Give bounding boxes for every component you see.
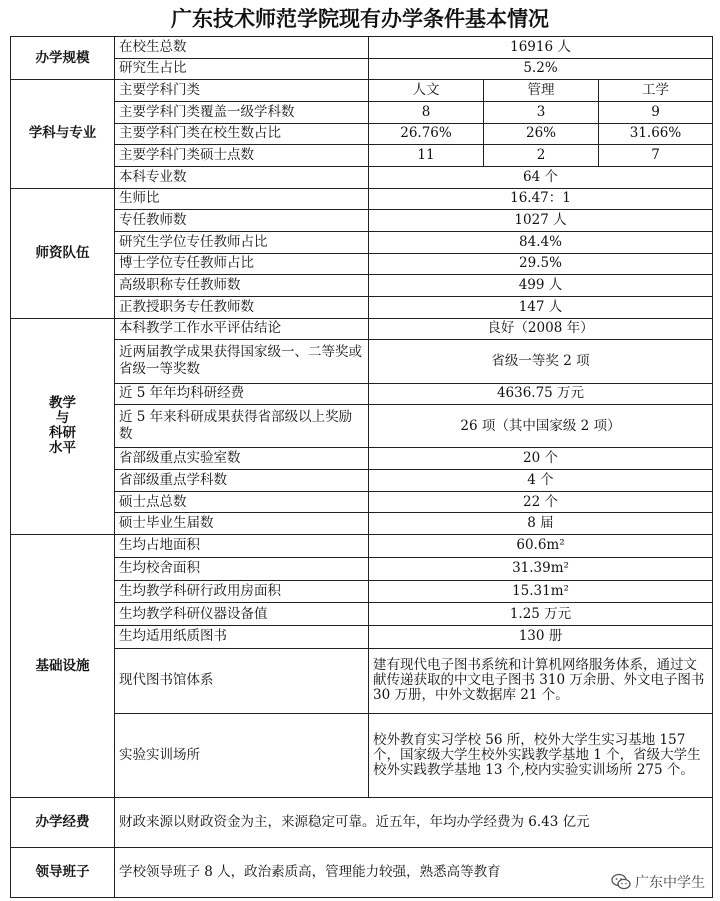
table-row (11, 535, 713, 558)
row-value: 校外教育实习学校 56 所，校外大学生实习基地 157 个，国家级大学生校外实践教学基地 1 个，省级大学生校外实践教学基地 13 个,校内实验实训场所 275 个。 (369, 713, 713, 797)
row-value: 64 个 (369, 166, 713, 188)
category-facilities: 基础设施 (11, 535, 115, 798)
row-label: 在校生总数 (115, 37, 369, 59)
discipline-header-management: 管理 (484, 80, 599, 102)
row-value: 26.76% (369, 123, 484, 145)
table-row (11, 470, 713, 492)
row-label: 正教授职务专任教师数 (115, 296, 369, 318)
row-value: 4 个 (369, 470, 713, 492)
row-value: 5.2% (369, 58, 713, 80)
row-value: 22 个 (369, 491, 713, 513)
row-label: 高级职称专任教师数 (115, 275, 369, 297)
category-funding: 办学经费 (11, 798, 115, 848)
category-scale: 办学规模 (11, 37, 115, 80)
table-row (11, 58, 713, 80)
row-label: 生均占地面积 (115, 535, 369, 558)
row-value: 31.66% (599, 123, 713, 145)
wechat-icon (611, 873, 631, 891)
row-label: 研究生占比 (115, 58, 369, 80)
table-row (11, 713, 713, 797)
discipline-header-humanities: 人文 (369, 80, 484, 102)
document-title: 广东技术师范学院现有办学条件基本情况 (171, 7, 549, 31)
row-value: 130 册 (369, 626, 713, 649)
row-label: 硕士点总数 (115, 491, 369, 513)
table-row (11, 166, 713, 188)
row-value: 省级一等奖 2 项 (369, 340, 713, 383)
row-label: 省部级重点学科数 (115, 470, 369, 492)
table-row (11, 405, 713, 448)
row-value: 16916 人 (369, 37, 713, 59)
row-value: 8 (369, 101, 484, 123)
row-label: 近 5 年年均科研经费 (115, 383, 369, 405)
watermark (608, 871, 708, 893)
row-label: 生均教学科研行政用房面积 (115, 580, 369, 603)
watermark-text: 广东中学生 (635, 875, 705, 891)
row-label: 专任教师数 (115, 210, 369, 232)
category-faculty: 师资队伍 (11, 188, 115, 318)
funding-text: 财政来源以财政资金为主，来源稳定可靠。近五年，年均办学经费为 6.43 亿元 (115, 798, 713, 848)
table-row (11, 491, 713, 513)
table-row (11, 383, 713, 405)
category-teaching (11, 318, 115, 535)
row-value: 建有现代电子图书系统和计算机网络服务体系，通过文献传递获取的中文电子图书 310 万余册、外文电子图书 30 万册，中外文数据库 21 个。 (369, 648, 713, 713)
row-label: 研究生学位专任教师占比 (115, 231, 369, 253)
table-row (11, 296, 713, 318)
row-label: 本科专业数 (115, 166, 369, 188)
table-row (11, 145, 713, 167)
category-line: 科研 (49, 425, 76, 442)
table-row (11, 626, 713, 649)
category-discipline: 学科与专业 (11, 80, 115, 188)
leadership-text: 学校领导班子 8 人，政治素质高，管理能力较强，熟悉高等教育 (115, 848, 713, 898)
row-label: 主要学科门类硕士点数 (115, 145, 369, 167)
row-label: 博士学位专任教师占比 (115, 253, 369, 275)
row-value: 31.39m² (369, 557, 713, 580)
row-value: 15.31m² (369, 580, 713, 603)
row-value: 16.47：1 (369, 188, 713, 210)
table-row (11, 123, 713, 145)
row-value: 11 (369, 145, 484, 167)
row-value: 29.5% (369, 253, 713, 275)
row-value: 1.25 万元 (369, 603, 713, 626)
row-label: 省部级重点实验室数 (115, 448, 369, 470)
table-row (11, 557, 713, 580)
row-label: 主要学科门类 (115, 80, 369, 102)
row-value: 7 (599, 145, 713, 167)
row-label: 主要学科门类覆盖一级学科数 (115, 101, 369, 123)
row-value: 84.4% (369, 231, 713, 253)
table-row (11, 603, 713, 626)
table-row (11, 37, 713, 59)
row-value: 1027 人 (369, 210, 713, 232)
category-line: 教学 (49, 395, 76, 412)
row-value: 26% (484, 123, 599, 145)
row-value: 499 人 (369, 275, 713, 297)
table-row (11, 580, 713, 603)
table-row (11, 188, 713, 210)
row-label: 硕士毕业生届数 (115, 513, 369, 535)
row-value: 9 (599, 101, 713, 123)
row-label: 生均校舍面积 (115, 557, 369, 580)
row-label: 生均适用纸质图书 (115, 626, 369, 649)
table-row (11, 513, 713, 535)
table-row (11, 448, 713, 470)
row-label: 近两届教学成果获得国家级一、二等奖或省级一等奖数 (115, 340, 369, 383)
row-value: 2 (484, 145, 599, 167)
category-line: 与 (55, 410, 70, 427)
row-label: 现代图书馆体系 (115, 648, 369, 713)
table-row (11, 318, 713, 340)
row-value: 20 个 (369, 448, 713, 470)
table-row (11, 101, 713, 123)
row-value: 良好（2008 年） (369, 318, 713, 340)
table-row (11, 340, 713, 383)
row-label: 生均教学科研仪器设备值 (115, 603, 369, 626)
table-row (11, 253, 713, 275)
discipline-header-engineering: 工学 (599, 80, 713, 102)
row-value: 147 人 (369, 296, 713, 318)
row-value: 60.6m² (369, 535, 713, 558)
row-label: 实验实训场所 (115, 713, 369, 797)
category-line: 水平 (49, 440, 76, 457)
conditions-table (10, 36, 713, 898)
row-label: 本科教学工作水平评估结论 (115, 318, 369, 340)
row-label: 主要学科门类在校生数占比 (115, 123, 369, 145)
table-row (11, 648, 713, 713)
table-row (11, 80, 713, 102)
row-value: 4636.75 万元 (369, 383, 713, 405)
table-row (11, 210, 713, 232)
row-value: 3 (484, 101, 599, 123)
table-row (11, 275, 713, 297)
row-value: 8 届 (369, 513, 713, 535)
row-label: 近 5 年来科研成果获得省部级以上奖励数 (115, 405, 369, 448)
table-row (11, 231, 713, 253)
table-row (11, 798, 713, 848)
row-label: 生师比 (115, 188, 369, 210)
row-value: 26 项（其中国家级 2 项） (369, 405, 713, 448)
category-leadership: 领导班子 (11, 848, 115, 898)
